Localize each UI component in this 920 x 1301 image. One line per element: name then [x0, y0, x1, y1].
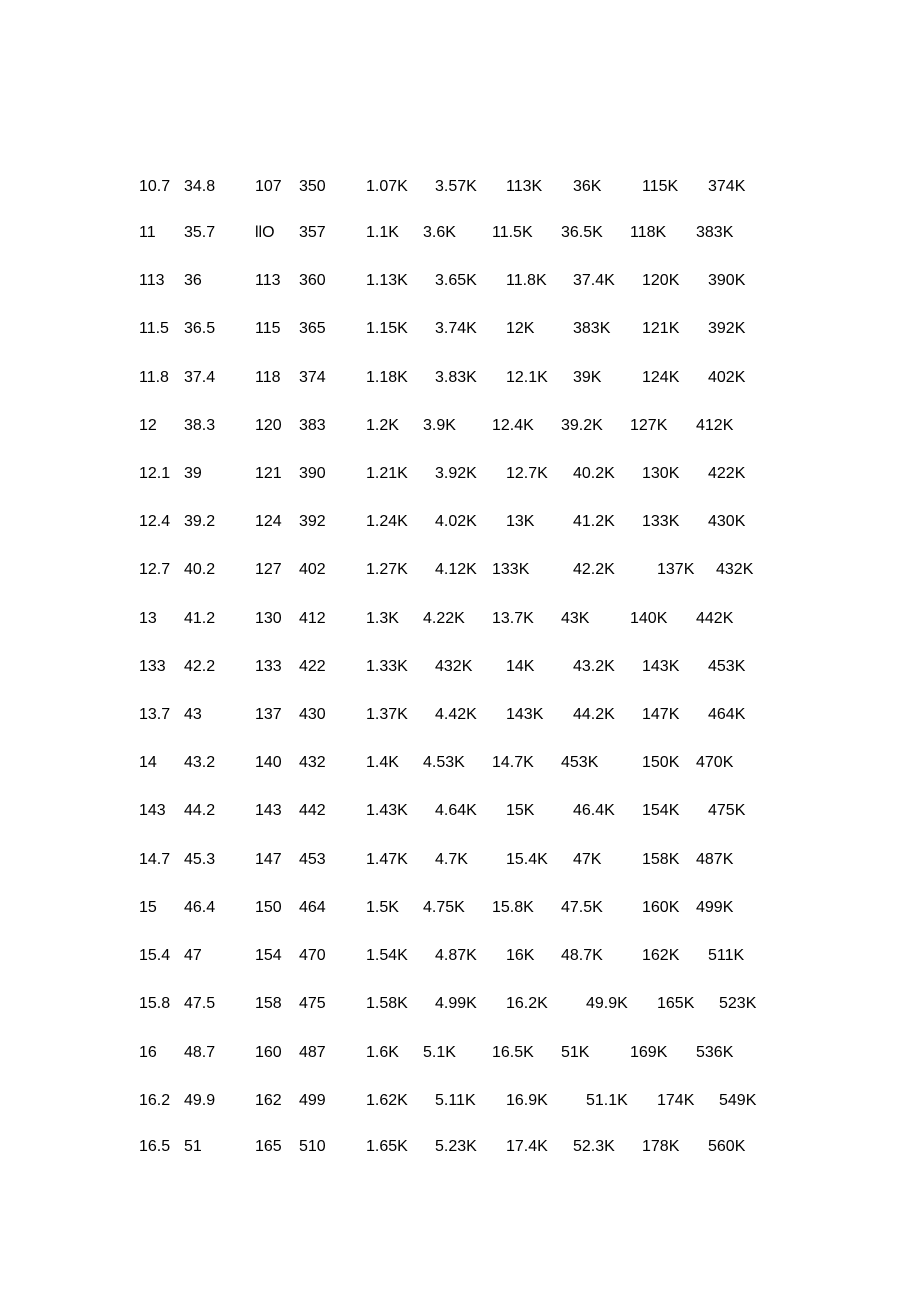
value-cell: 453K: [708, 658, 746, 675]
value-cell: 442: [299, 802, 326, 819]
value-cell: 422: [299, 658, 326, 675]
value-cell: 36.5: [184, 320, 216, 337]
value-cell: 140K: [630, 610, 668, 627]
value-cell: 3.74K: [435, 320, 477, 337]
value-cell: 16.2K: [506, 995, 548, 1012]
value-cell: 154K: [642, 802, 680, 819]
value-cell: 13.7: [139, 706, 171, 723]
value-cell: 150: [255, 899, 282, 916]
value-cell: 536K: [696, 1044, 734, 1061]
value-cell: 34.8: [184, 178, 216, 195]
value-cell: 49.9: [184, 1092, 216, 1109]
table-row: [0, 1041, 920, 1065]
value-cell: 13.7K: [492, 610, 534, 627]
value-cell: 15.4: [139, 947, 171, 964]
value-cell: 44.2K: [573, 706, 615, 723]
value-cell: 11.8K: [506, 272, 547, 289]
value-cell: 48.7K: [561, 947, 603, 964]
value-cell: 160K: [642, 899, 680, 916]
value-cell: 130K: [642, 465, 680, 482]
value-cell: 47.5K: [561, 899, 603, 916]
value-cell: 165: [255, 1138, 282, 1155]
value-cell: 42.2: [184, 658, 216, 675]
value-cell: 43.2K: [573, 658, 615, 675]
value-cell: 383: [299, 417, 326, 434]
value-cell: 430: [299, 706, 326, 723]
value-cell: 1.43K: [366, 802, 408, 819]
value-cell: 374: [299, 369, 326, 386]
value-cell: 48.7: [184, 1044, 216, 1061]
value-cell: 11.5K: [492, 224, 533, 241]
value-cell: 475: [299, 995, 326, 1012]
value-cell: 41.2K: [573, 513, 615, 530]
value-cell: 137K: [657, 561, 695, 578]
value-cell: 432K: [435, 658, 473, 675]
value-cell: 143: [255, 802, 282, 819]
value-cell: 560K: [708, 1138, 746, 1155]
value-cell: 1.4K: [366, 754, 399, 771]
value-cell: 12.7: [139, 561, 171, 578]
value-cell: 113K: [506, 178, 543, 195]
table-row: [0, 221, 920, 245]
value-cell: 464K: [708, 706, 746, 723]
value-cell: 12: [139, 417, 157, 434]
value-cell: 133K: [642, 513, 680, 530]
value-cell: 14.7K: [492, 754, 534, 771]
value-cell: 383K: [573, 320, 611, 337]
value-cell: 133: [139, 658, 166, 675]
value-cell: 11: [139, 224, 156, 241]
value-cell: 4.42K: [435, 706, 477, 723]
value-cell: 120K: [642, 272, 680, 289]
value-cell: 1.27K: [366, 561, 408, 578]
value-cell: 1.6K: [366, 1044, 399, 1061]
value-cell: 38.3: [184, 417, 216, 434]
value-cell: 46.4: [184, 899, 216, 916]
value-cell: 43.2: [184, 754, 216, 771]
value-cell: 51K: [561, 1044, 590, 1061]
value-cell: 1.07K: [366, 178, 408, 195]
table-row: [0, 175, 920, 199]
value-cell: 1.47K: [366, 851, 408, 868]
value-cell: 178K: [642, 1138, 680, 1155]
value-cell: 43: [184, 706, 202, 723]
value-cell: 357: [299, 224, 326, 241]
value-cell: 390K: [708, 272, 746, 289]
value-cell: 4.87K: [435, 947, 477, 964]
value-cell: 4.99K: [435, 995, 477, 1012]
value-cell: 1.13K: [366, 272, 408, 289]
value-cell: 1.18K: [366, 369, 408, 386]
value-cell: 43K: [561, 610, 590, 627]
value-cell: 1.1K: [366, 224, 399, 241]
value-cell: 13K: [506, 513, 535, 530]
value-cell: 35.7: [184, 224, 216, 241]
value-cell: 115: [255, 320, 281, 337]
value-cell: 127K: [630, 417, 668, 434]
value-cell: 12K: [506, 320, 535, 337]
table-row: [0, 366, 920, 390]
value-cell: 14.7: [139, 851, 171, 868]
value-cell: 174K: [657, 1092, 695, 1109]
value-cell: 115K: [642, 178, 679, 195]
value-cell: 36K: [573, 178, 602, 195]
table-row: [0, 269, 920, 293]
value-cell: 3.83K: [435, 369, 477, 386]
value-cell: 360: [299, 272, 326, 289]
value-cell: 165K: [657, 995, 695, 1012]
value-cell: 5.11K: [435, 1092, 476, 1109]
value-cell: 39.2K: [561, 417, 603, 434]
value-cell: 12.4K: [492, 417, 534, 434]
value-cell: 41.2: [184, 610, 216, 627]
value-cell: 17.4K: [506, 1138, 548, 1155]
value-cell: 499: [299, 1092, 326, 1109]
table-row: [0, 751, 920, 775]
value-cell: 40.2: [184, 561, 216, 578]
value-cell: 1.15K: [366, 320, 408, 337]
table-row: [0, 896, 920, 920]
value-cell: 15K: [506, 802, 535, 819]
value-cell: 16.9K: [506, 1092, 548, 1109]
value-cell: 113: [255, 272, 281, 289]
value-cell: 11.5: [139, 320, 169, 337]
value-cell: 16.2: [139, 1092, 171, 1109]
value-cell: 5.1K: [423, 1044, 456, 1061]
value-cell: 162K: [642, 947, 680, 964]
value-cell: 37.4: [184, 369, 216, 386]
table-row: [0, 607, 920, 631]
value-cell: 1.65K: [366, 1138, 408, 1155]
table-row: [0, 462, 920, 486]
value-cell: 1.58K: [366, 995, 408, 1012]
value-cell: 4.53K: [423, 754, 465, 771]
value-cell: 16.5K: [492, 1044, 534, 1061]
value-cell: 11.8: [139, 369, 169, 386]
value-cell: 51.1K: [586, 1092, 628, 1109]
table-row: [0, 1135, 920, 1159]
value-cell: 45.3: [184, 851, 216, 868]
table-row: [0, 510, 920, 534]
value-cell: 365: [299, 320, 326, 337]
value-cell: 113: [139, 272, 165, 289]
value-cell: 51: [184, 1138, 202, 1155]
value-cell: 464: [299, 899, 326, 916]
value-cell: 47K: [573, 851, 602, 868]
value-cell: 14K: [506, 658, 535, 675]
value-cell: 124: [255, 513, 282, 530]
value-cell: 52.3K: [573, 1138, 615, 1155]
value-cell: 42.2K: [573, 561, 615, 578]
value-cell: 137: [255, 706, 282, 723]
table-row: [0, 799, 920, 823]
value-cell: 1.37K: [366, 706, 408, 723]
value-cell: 4.02K: [435, 513, 477, 530]
value-cell: 169K: [630, 1044, 668, 1061]
value-cell: 412: [299, 610, 326, 627]
value-cell: 49.9K: [586, 995, 628, 1012]
value-cell: 12.1: [139, 465, 171, 482]
value-cell: 16: [139, 1044, 157, 1061]
value-cell: 147: [255, 851, 282, 868]
value-cell: 374K: [708, 178, 746, 195]
value-cell: 15.8K: [492, 899, 534, 916]
value-cell: 1.5K: [366, 899, 399, 916]
value-cell: 118K: [630, 224, 667, 241]
value-cell: 1.3K: [366, 610, 399, 627]
value-cell: 143: [139, 802, 166, 819]
value-cell: 16.5: [139, 1138, 171, 1155]
value-cell: 12.4: [139, 513, 171, 530]
value-cell: 549K: [719, 1092, 757, 1109]
value-cell: 402: [299, 561, 326, 578]
value-cell: 107: [255, 178, 282, 195]
value-cell: 40.2K: [573, 465, 615, 482]
value-cell: 39K: [573, 369, 602, 386]
value-cell: 160: [255, 1044, 282, 1061]
value-cell: 430K: [708, 513, 746, 530]
table-row: [0, 703, 920, 727]
value-cell: 402K: [708, 369, 746, 386]
value-cell: 453: [299, 851, 326, 868]
value-cell: 422K: [708, 465, 746, 482]
value-cell: 4.75K: [423, 899, 465, 916]
value-cell: 12.7K: [506, 465, 548, 482]
value-cell: 118: [255, 369, 281, 386]
value-cell: 499K: [696, 899, 734, 916]
value-cell: 39.2: [184, 513, 216, 530]
value-cell: 133K: [492, 561, 530, 578]
table-row: [0, 655, 920, 679]
value-cell: 442K: [696, 610, 734, 627]
value-cell: 3.6K: [423, 224, 456, 241]
value-cell: 15.8: [139, 995, 171, 1012]
value-cell: 4.64K: [435, 802, 477, 819]
table-row: [0, 558, 920, 582]
value-cell: 470K: [696, 754, 734, 771]
value-cell: 5.23K: [435, 1138, 477, 1155]
value-cell: 162: [255, 1092, 282, 1109]
value-cell: 350: [299, 178, 326, 195]
table-row: [0, 414, 920, 438]
value-cell: 475K: [708, 802, 746, 819]
table-row: [0, 1089, 920, 1113]
value-cell: 4.22K: [423, 610, 465, 627]
value-cell: 121K: [642, 320, 680, 337]
value-cell: 127: [255, 561, 282, 578]
value-cell: 511K: [708, 947, 745, 964]
value-cell: 147K: [642, 706, 680, 723]
value-cell: 130: [255, 610, 282, 627]
value-cell: 432: [299, 754, 326, 771]
value-cell: 392: [299, 513, 326, 530]
table-row: [0, 992, 920, 1016]
value-cell: 158K: [642, 851, 680, 868]
value-cell: 392K: [708, 320, 746, 337]
value-cell: 432K: [716, 561, 754, 578]
value-cell: 1.54K: [366, 947, 408, 964]
value-cell: 143K: [642, 658, 680, 675]
value-cell: 10.7: [139, 178, 171, 195]
value-cell: 523K: [719, 995, 757, 1012]
value-cell: 3.57K: [435, 178, 477, 195]
value-cell: 13: [139, 610, 157, 627]
value-cell: 3.92K: [435, 465, 477, 482]
value-cell: 46.4K: [573, 802, 615, 819]
value-cell: 1.21K: [366, 465, 408, 482]
value-cell: 140: [255, 754, 282, 771]
value-cell: 4.12K: [435, 561, 477, 578]
value-cell: llO: [255, 224, 275, 241]
value-cell: 16K: [506, 947, 535, 964]
table-row: [0, 848, 920, 872]
value-cell: 150K: [642, 754, 680, 771]
value-cell: 510: [299, 1138, 326, 1155]
value-cell: 124K: [642, 369, 680, 386]
value-cell: 390: [299, 465, 326, 482]
value-cell: 470: [299, 947, 326, 964]
value-cell: 412K: [696, 417, 734, 434]
value-cell: 12.1K: [506, 369, 548, 386]
value-cell: 3.65K: [435, 272, 477, 289]
value-cell: 154: [255, 947, 282, 964]
value-cell: 14: [139, 754, 157, 771]
value-cell: 4.7K: [435, 851, 468, 868]
value-cell: 39: [184, 465, 202, 482]
value-cell: 1.24K: [366, 513, 408, 530]
value-cell: 36: [184, 272, 202, 289]
value-cell: 36.5K: [561, 224, 603, 241]
value-cell: 1.62K: [366, 1092, 408, 1109]
value-cell: 15: [139, 899, 157, 916]
value-cell: 143K: [506, 706, 544, 723]
value-cell: 44.2: [184, 802, 216, 819]
value-cell: 487K: [696, 851, 734, 868]
value-cell: 383K: [696, 224, 734, 241]
table-row: [0, 317, 920, 341]
value-cell: 120: [255, 417, 282, 434]
value-cell: 158: [255, 995, 282, 1012]
value-cell: 487: [299, 1044, 326, 1061]
value-cell: 3.9K: [423, 417, 456, 434]
value-cell: 15.4K: [506, 851, 548, 868]
value-cell: 1.2K: [366, 417, 399, 434]
value-cell: 37.4K: [573, 272, 615, 289]
value-cell: 121: [255, 465, 282, 482]
table-row: [0, 944, 920, 968]
value-cell: 133: [255, 658, 282, 675]
value-cell: 47: [184, 947, 202, 964]
value-cell: 1.33K: [366, 658, 408, 675]
value-cell: 47.5: [184, 995, 216, 1012]
value-cell: 453K: [561, 754, 599, 771]
